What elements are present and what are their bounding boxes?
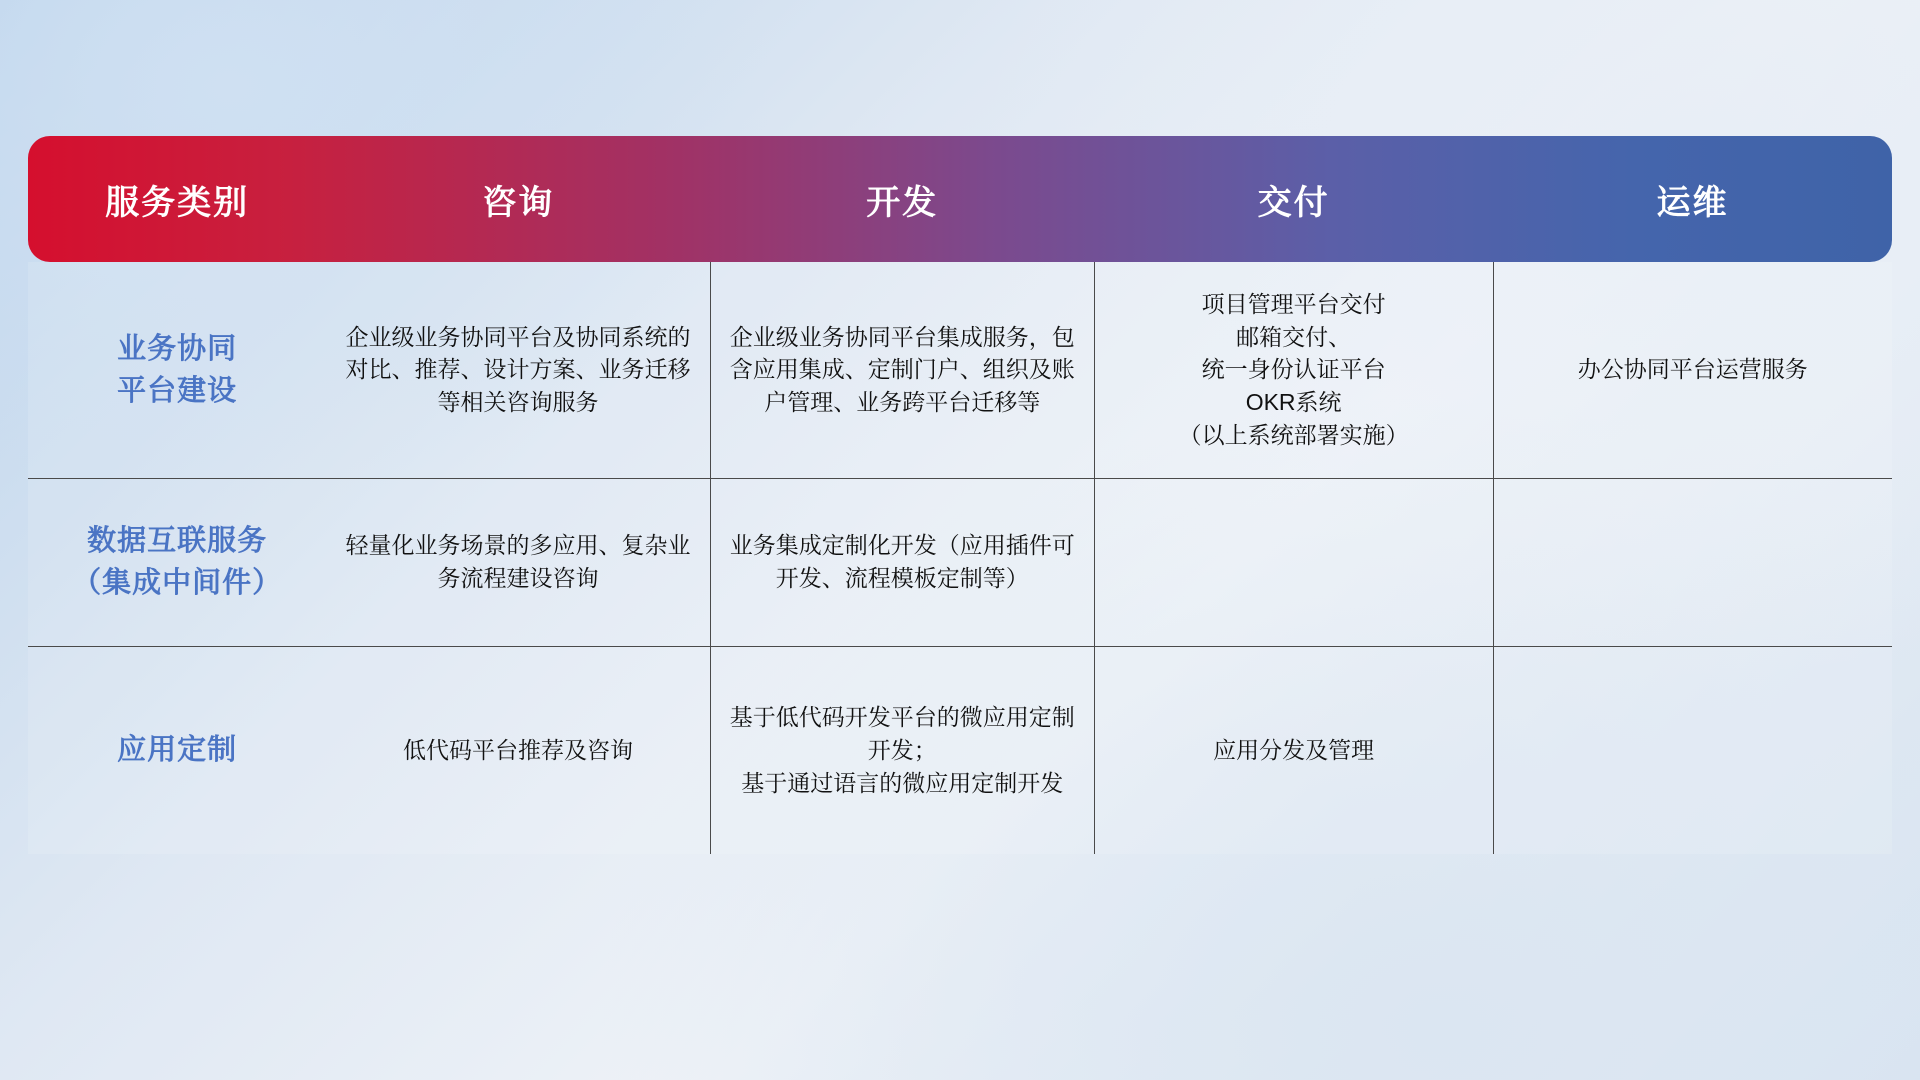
table-row — [28, 262, 1892, 478]
header-row — [28, 136, 1892, 262]
delivery-line: 统一身份认证平台 — [1201, 356, 1386, 383]
header-cell-operations: 运维 — [1656, 183, 1729, 222]
table-row — [28, 646, 1892, 854]
cell-development — [710, 646, 1094, 854]
category-line: （集成中间件） — [72, 567, 283, 599]
development-line: 基于低代码开发平台的微应用定制开发； — [729, 704, 1075, 763]
cell-delivery — [1094, 262, 1493, 478]
cell-delivery: 应用分发及管理 — [1094, 646, 1493, 854]
cell-operations — [1493, 646, 1892, 854]
delivery-line: 邮箱交付、 — [1236, 323, 1352, 350]
cell-consulting: 轻量化业务场景的多应用、复杂业务流程建设咨询 — [326, 478, 710, 646]
cell-operations — [1493, 478, 1892, 646]
row-category-label — [28, 646, 326, 854]
category-line: 平台建设 — [117, 374, 238, 407]
cell-development: 业务集成定制化开发（应用插件可开发、流程模板定制等） — [710, 478, 1094, 646]
cell-operations: 办公协同平台运营服务 — [1493, 262, 1892, 478]
header-cell-delivery: 交付 — [1257, 183, 1330, 222]
delivery-line: 项目管理平台交付 — [1201, 291, 1386, 318]
cell-development: 企业级业务协同平台集成服务，包含应用集成、定制门户、组织及账户管理、业务跨平台迁移等 — [710, 262, 1094, 478]
cell-delivery — [1094, 478, 1493, 646]
header-cell-category: 服务类别 — [105, 183, 250, 222]
header-cell-development: 开发 — [866, 183, 939, 222]
cell-consulting: 低代码平台推荐及咨询 — [326, 646, 710, 854]
category-line: 应用定制 — [117, 734, 238, 767]
row-category-label — [28, 478, 326, 646]
table-row — [28, 478, 1892, 646]
table-header — [28, 136, 1892, 262]
header-cell-consulting: 咨询 — [482, 183, 555, 222]
category-line: 数据互联服务 — [87, 524, 268, 557]
delivery-line: OKR系统 — [1245, 389, 1342, 416]
cell-consulting: 企业级业务协同平台及协同系统的对比、推荐、设计方案、业务迁移等相关咨询服务 — [326, 262, 710, 478]
service-matrix-table-wrapper — [28, 136, 1892, 854]
delivery-line: （以上系统部署实施） — [1178, 421, 1409, 448]
table-body — [28, 262, 1892, 854]
category-line: 业务协同 — [117, 332, 238, 365]
row-category-label — [28, 262, 326, 478]
service-matrix-table — [28, 136, 1892, 854]
development-line: 基于通过语言的微应用定制开发 — [741, 769, 1064, 796]
